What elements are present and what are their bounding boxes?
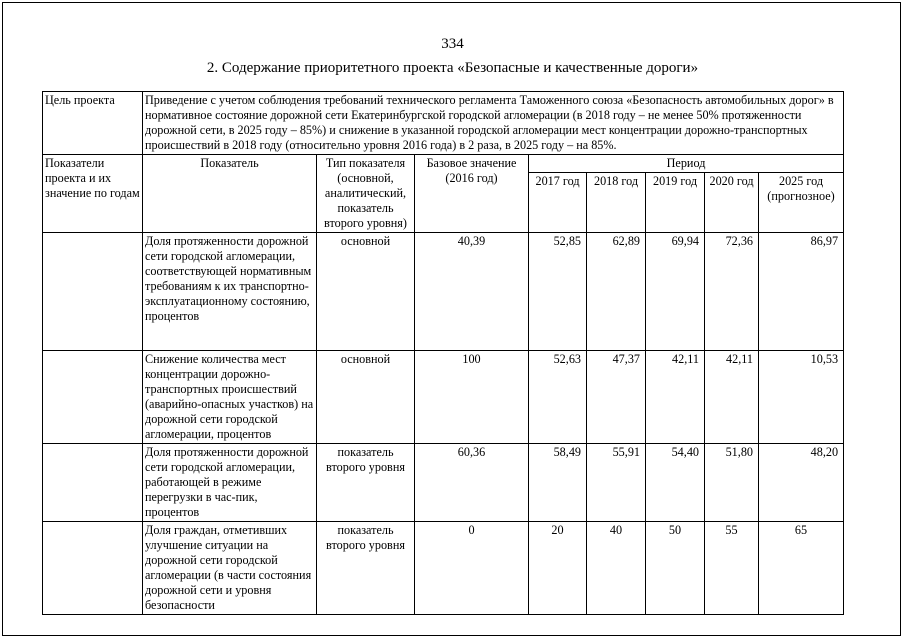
year-value: 86,97 [759, 233, 844, 351]
base-value: 40,39 [415, 233, 529, 351]
header-row [43, 155, 844, 173]
project-table [42, 91, 844, 615]
table-row [43, 351, 844, 444]
year-value: 42,11 [705, 351, 759, 444]
indicator-type: основной [317, 351, 415, 444]
year-value: 52,63 [529, 351, 587, 444]
year-value: 50 [646, 522, 705, 615]
base-value: 0 [415, 522, 529, 615]
header-base: Базовое значение (2016 год) [415, 155, 529, 233]
year-value: 40 [587, 522, 646, 615]
header-type: Тип показателя (основной, аналитический, показатель второго уровня) [317, 155, 415, 233]
year-value: 55,91 [587, 444, 646, 522]
section-title: 2. Содержание приоритетного проекта «Безопасные и качественные дороги» [206, 60, 699, 76]
year-value: 42,11 [646, 351, 705, 444]
indicator-name: Снижение количества мест концентрации дорожно-транспортных происшествий (аварийно-опасных участков) на дорожной сети городской агломерации, процентов [143, 351, 317, 444]
header-year: 2018 год [587, 173, 646, 233]
header-year: 2019 год [646, 173, 705, 233]
year-value: 58,49 [529, 444, 587, 522]
empty-cell [43, 444, 143, 522]
year-value: 52,85 [529, 233, 587, 351]
base-value: 100 [415, 351, 529, 444]
year-value: 72,36 [705, 233, 759, 351]
year-value: 51,80 [705, 444, 759, 522]
indicator-type: показатель второго уровня [317, 522, 415, 615]
goal-label: Цель проекта [43, 92, 143, 155]
year-value: 48,20 [759, 444, 844, 522]
indicator-type: основной [317, 233, 415, 351]
indicator-name: Доля протяженности дорожной сети городской агломерации, соответствующей нормативным требованиям к их транспортно-эксплуатационному состоянию, процентов [143, 233, 317, 351]
year-value: 62,89 [587, 233, 646, 351]
year-value: 47,37 [587, 351, 646, 444]
year-value: 55 [705, 522, 759, 615]
base-value: 60,36 [415, 444, 529, 522]
header-year: 2020 год [705, 173, 759, 233]
year-value: 54,40 [646, 444, 705, 522]
indicator-name: Доля граждан, отметивших улучшение ситуации на дорожной сети городской агломерации (в части состояния дорожной сети и уровня безопасности [143, 522, 317, 615]
indicator-type: показатель второго уровня [317, 444, 415, 522]
header-indicator: Показатель [143, 155, 317, 233]
year-value: 69,94 [646, 233, 705, 351]
indicator-name: Доля протяженности дорожной сети городской агломерации, работающей в режиме перегрузки в час-пик, процентов [143, 444, 317, 522]
header-period: Период [529, 155, 844, 173]
page-number: 334 [441, 36, 464, 52]
year-value: 10,53 [759, 351, 844, 444]
empty-cell [43, 351, 143, 444]
year-value: 65 [759, 522, 844, 615]
table-row [43, 233, 844, 351]
table-row [43, 522, 844, 615]
year-value: 20 [529, 522, 587, 615]
header-year: 2017 год [529, 173, 587, 233]
empty-cell [43, 233, 143, 351]
goal-text: Приведение с учетом соблюдения требований технического регламента Таможенного союза «Безопасность автомобильных дорог» в нормативное состояние дорожной сети Екатеринбургской городской агломерации (в 2018 году – не менее 50% протяженности дорожной сети, в 2025 году – 85%) и снижение в указанной городской агломерации мест концентрации дорожно-транспортных происшествий в 2018 году (относительно уровня 2016 года) в 2 раза, в 2025 году – на 85%. [143, 92, 844, 155]
empty-cell [43, 522, 143, 615]
header-year: 2025 год (прогнозное) [759, 173, 844, 233]
goal-row [43, 92, 844, 155]
table-row [43, 444, 844, 522]
indicators-label: Показатели проекта и их значение по годам [43, 155, 143, 233]
